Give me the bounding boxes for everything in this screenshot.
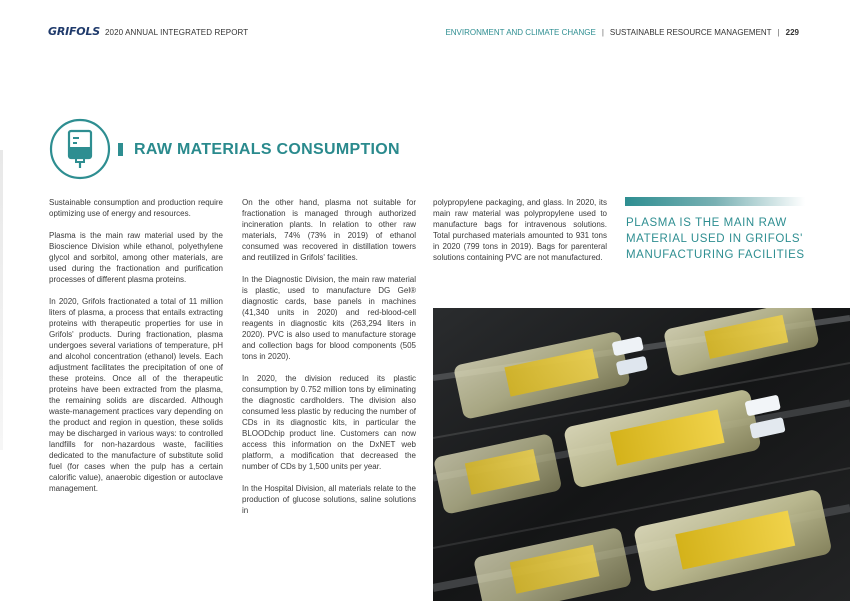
breadcrumb-subsection[interactable]: SUSTAINABLE RESOURCE MANAGEMENT (609, 28, 772, 37)
paragraph: In the Diagnostic Division, the main raw material is plastic, used to manufacture DG Gel® diagnostic cards, base panels in machines (41,340 units in 2020) and red-blood-cell reagents in diagnostic kits (263,294 liters in 2020). PVC is also used to manufacture storage and collection bags for blood components (505 tons in 2020). (242, 275, 416, 361)
iv-bags-image (433, 308, 850, 601)
pull-quote: PLASMA IS THE MAIN RAW MATERIAL USED IN GRIFOLS' MANUFACTURING FACILITIES (626, 217, 805, 261)
paragraph: polypropylene packaging, and glass. In 2020, its main raw material was polypropylene used to manufacture bags for intravenous solutions. Total purchased materials amounted to 931 tons in 2020 (799 tons in 2019). Bags for parenteral solutions containing PVC are not manufactured. (433, 198, 607, 262)
breadcrumb-section[interactable]: ENVIRONMENT AND CLIMATE CHANGE (445, 28, 596, 37)
production-line-photo (433, 308, 850, 601)
page-number: 229 (785, 28, 799, 37)
text-column-2 (242, 197, 416, 527)
paragraph: In 2020, Grifols fractionated a total of 11 million liters of plasma, a process that entails extracting proteins with therapeutic properties for use in Grifols' products. During fractionation, plasma undergoes several variations of temperature, pH and alcohol concentration (ethanol) levels. Each adjustment facilitates the precipitation of one of these proteins. Once all of the therapeutic proteins have been extracted from the plasma, the remaining solids are discarded. Although waste-management practices vary depending on the product and region in question, these solids may be discharged in various ways: to controlled landfills for non-hazardous waste, facilities dedicated to the manufacture of substitute solid fuel (for cases when the pulp has a certain calorific value), anaerobic digestion or autoclave management. (49, 297, 223, 493)
callout-accent-bar (625, 197, 805, 206)
section-title-marker (118, 143, 123, 156)
grifols-logo: GRIFOLS (48, 25, 100, 38)
page-edge-shadow (0, 150, 3, 450)
text-column-3 (433, 197, 607, 274)
breadcrumb (445, 28, 799, 37)
section-title: RAW MATERIALS CONSUMPTION (134, 141, 400, 158)
text-column-1 (49, 197, 223, 505)
paragraph: On the other hand, plasma not suitable for fractionation is managed through authorized incineration plants. In relation to other raw materials, 74% (73% in 2019) of ethanol consumed was recovered in distillation towers and reutilized in Grifols' facilities. (242, 198, 416, 262)
report-title: 2020 ANNUAL INTEGRATED REPORT (105, 28, 249, 37)
breadcrumb-separator: | (601, 28, 604, 37)
page-header (0, 0, 850, 50)
paragraph: Plasma is the main raw material used by the Bioscience Division while ethanol, polyethylene glycol and sorbitol, among other materials, are used during the fractionation and purification processes of different plasma proteins. (49, 231, 223, 284)
paragraph: In 2020, the division reduced its plastic consumption by 0.752 million tons by eliminating the diagnostic cardholders. The division also consumed less plastic by reducing the number of CDs in its diagnostic kits, in particular the BLOODchip product line. Customers can now access this information on the DxNET web platform, a modification that decreased the number of CDs by 1,500 units per year. (242, 374, 416, 471)
paragraph: Sustainable consumption and production require optimizing use of energy and resources. (49, 198, 223, 218)
paragraph: In the Hospital Division, all materials relate to the production of glucose solutions, saline solutions in (242, 484, 416, 515)
breadcrumb-separator: | (777, 28, 780, 37)
iv-bag-icon (49, 118, 111, 180)
